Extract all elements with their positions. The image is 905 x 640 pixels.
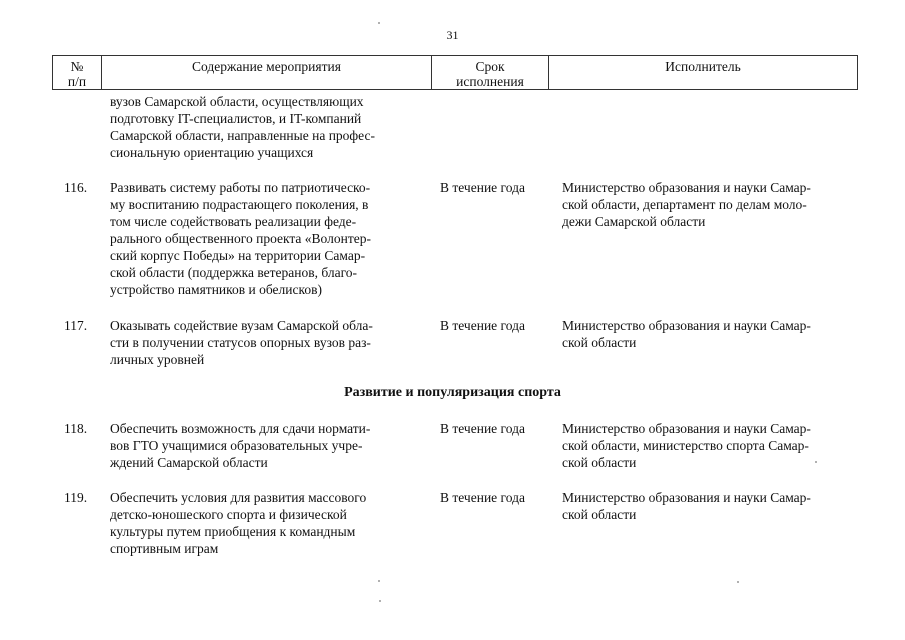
- executor-line: Министерство образования и науки Самар-: [562, 421, 811, 436]
- header-number-abbrev: п/п: [67, 74, 87, 89]
- executor-line: Министерство образования и науки Самар-: [562, 180, 811, 195]
- content-line: Обеспечить условия для развития массового: [110, 490, 367, 505]
- executor-line: ской области, департамент по делам моло-: [562, 197, 807, 212]
- content-line: сти в получении статусов опорных вузов раз-: [110, 335, 371, 350]
- executor-line: ской области: [562, 455, 637, 470]
- row-118-content: [110, 420, 422, 471]
- row-116-content: [110, 179, 422, 298]
- scan-speck: [378, 22, 380, 24]
- row-117-executor: [562, 317, 854, 351]
- row-116-number: 116.: [64, 180, 88, 195]
- header-content-label: Содержание мероприятия: [192, 59, 341, 74]
- executor-line: Министерство образования и науки Самар-: [562, 490, 811, 505]
- content-line: рального общественного проекта «Волонтер-: [110, 231, 371, 246]
- content-line: ский корпус Победы» на территории Самар-: [110, 248, 366, 263]
- continuation-line: подготовку IT-специалистов, и IT-компаний: [110, 111, 362, 126]
- header-executor-cell: [548, 55, 858, 90]
- row-117-content: [110, 317, 422, 368]
- row-117-term: В течение года: [440, 318, 525, 333]
- content-line: ской области (поддержка ветеранов, благо-: [110, 265, 358, 280]
- content-line: культуры путем приобщения к командным: [110, 524, 356, 539]
- row-119-number: 119.: [64, 490, 88, 505]
- content-line: Обеспечить возможность для сдачи нормати-: [110, 421, 371, 436]
- row-118-term: В течение года: [440, 421, 525, 436]
- row-118-number: 118.: [64, 421, 88, 436]
- row-119-term: В течение года: [440, 490, 525, 505]
- row-117-number: 117.: [64, 318, 88, 333]
- row-118-executor: [562, 420, 854, 471]
- executor-line: Министерство образования и науки Самар-: [562, 318, 811, 333]
- row-116-term: В течение года: [440, 180, 525, 195]
- section-title: Развитие и популяризация спорта: [344, 385, 561, 400]
- executor-line: ской области: [562, 507, 637, 522]
- content-line: детско-юношеского спорта и физической: [110, 507, 347, 522]
- content-line: устройство памятников и обелисков): [110, 282, 322, 297]
- content-line: Развивать систему работы по патриотическо-: [110, 180, 371, 195]
- page-number: 31: [446, 28, 459, 42]
- continuation-content: [110, 93, 422, 161]
- scan-speck: [815, 461, 817, 463]
- scan-speck: [378, 580, 380, 582]
- row-119-executor: [562, 489, 854, 523]
- executor-line: ской области, министерство спорта Самар-: [562, 438, 809, 453]
- header-term-line-1: Срок: [475, 59, 505, 74]
- header-term-line-2: исполнения: [456, 74, 524, 89]
- content-line: личных уровней: [110, 352, 205, 367]
- executor-line: дежи Самарской области: [562, 214, 706, 229]
- continuation-line: вузов Самарской области, осуществляющих: [110, 94, 364, 109]
- executor-line: ской области: [562, 335, 637, 350]
- header-number-cell: [52, 55, 102, 90]
- content-line: том числе содействовать реализации феде-: [110, 214, 357, 229]
- header-term-cell: [431, 55, 549, 90]
- row-119-content: [110, 489, 422, 557]
- header-content-cell: [101, 55, 432, 90]
- row-116-executor: [562, 179, 854, 230]
- header-executor-label: Исполнитель: [665, 59, 741, 74]
- content-line: ждений Самарской области: [110, 455, 268, 470]
- scan-speck: [737, 581, 739, 583]
- content-line: Оказывать содействие вузам Самарской обла-: [110, 318, 373, 333]
- header-number-symbol: №: [70, 59, 84, 74]
- continuation-line: Самарской области, направленные на профес-: [110, 128, 375, 143]
- scan-speck: [379, 600, 381, 602]
- content-line: му воспитанию подрастающего поколения, в: [110, 197, 369, 212]
- content-line: спортивным играм: [110, 541, 219, 556]
- content-line: вов ГТО учащимися образовательных учре-: [110, 438, 363, 453]
- continuation-line: сиональную ориентацию учащихся: [110, 145, 314, 160]
